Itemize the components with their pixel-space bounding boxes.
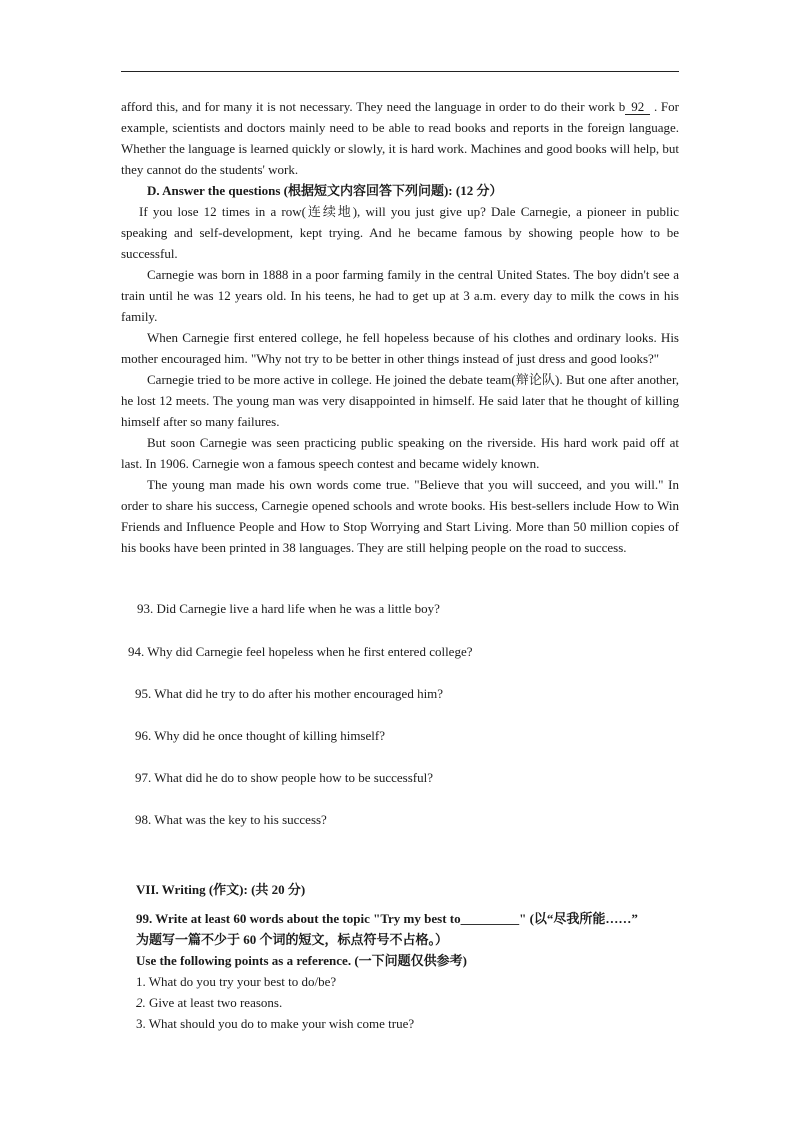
question-97: 97. What did he do to show people how to be successful? [135,770,433,785]
header-rule [121,71,679,72]
passage-c-tail [121,96,679,180]
passage-c-text-rest: . For example, scientists and doctors mainly need to be able to read books and reports in the foreign language. Whether the language is learned quickly or slowly, it is hard work. Machines and good books will help, but they cannot do the students' work. [121,99,679,177]
section-d-paragraph: Carnegie was born in 1888 in a poor farming family in the central United States. The boy didn't see a train until he was 12 years old. In his teens, he had to get up at 3 a.m. every day to milk the cows in his family. [121,267,679,324]
writing-point: 3. What should you do to make your wish come true? [136,1016,415,1031]
section-d-paragraph: But soon Carnegie was seen practicing public speaking on the riverside. His hard work paid off at last. In 1906. Carnegie won a famous speech contest and became widely known. [121,435,679,471]
document-body [121,96,679,558]
question-93: 93. Did Carnegie live a hard life when he was a little boy? [137,601,440,616]
question-94: 94. Why did Carnegie feel hopeless when he first entered college? [128,644,473,659]
passage-c-text-start: afford this, and for many it is not necessary. They need the language in order to do their work b [121,99,626,114]
writing-point: 2. Give at least two reasons. [136,995,283,1010]
reference-heading: Use the following points as a reference. (一下问题仅供参考) [136,953,467,968]
question-95: 95. What did he try to do after his mother encouraged him? [135,686,444,701]
question-98: 98. What was the key to his success? [135,812,327,827]
writing-heading: VII. Writing (作文): (共 20 分) [136,882,306,897]
question-96: 96. Why did he once thought of killing himself? [135,728,385,743]
section-d-paragraph: If you lose 12 times in a row(连续地), will you just give up? Dale Carnegie, a pioneer in public speaking and self-development, kept trying. And he became famous by showing people how to be successful. [121,204,679,261]
section-d-paragraph: Carnegie tried to be more active in college. He joined the debate team(辩论队). But one after another, he lost 12 meets. The young man was very disappointed in himself. He said later that he thought of killing himself after so many failures. [121,372,679,429]
section-d-paragraph: When Carnegie first entered college, he fell hopeless because of his clothes and ordinary looks. His mother encouraged him. "Why not try to be better in other things instead of just dress and good looks?" [121,330,679,366]
writing-task-line-2: 为题写一篇不少于 60 个词的短文，标点符号不占格。） [136,932,449,947]
writing-section [136,879,681,1034]
section-d-paragraph: The young man made his own words come true. "Believe that you will succeed, and you will." In order to share his success, Carnegie opened schools and wrote books. His best-sellers include How to Win Friends and Influence People and How to Stop Worrying and Start Living. More than 50 million copies of his books have been printed in 38 languages. They are still helping people on the road to success. [121,477,679,555]
answer-blank-92: 92 [625,99,650,115]
section-d-heading: D. Answer the questions (根据短文内容回答下列问题): (12 分） [147,183,503,198]
writing-point-2-text: Give at least two reasons. [145,995,283,1010]
writing-task-line-1: 99. Write at least 60 words about the topic "Try my best to_________" (以“尽我所能……” [136,911,638,926]
writing-point: 1. What do you try your best to do/be? [136,974,337,989]
